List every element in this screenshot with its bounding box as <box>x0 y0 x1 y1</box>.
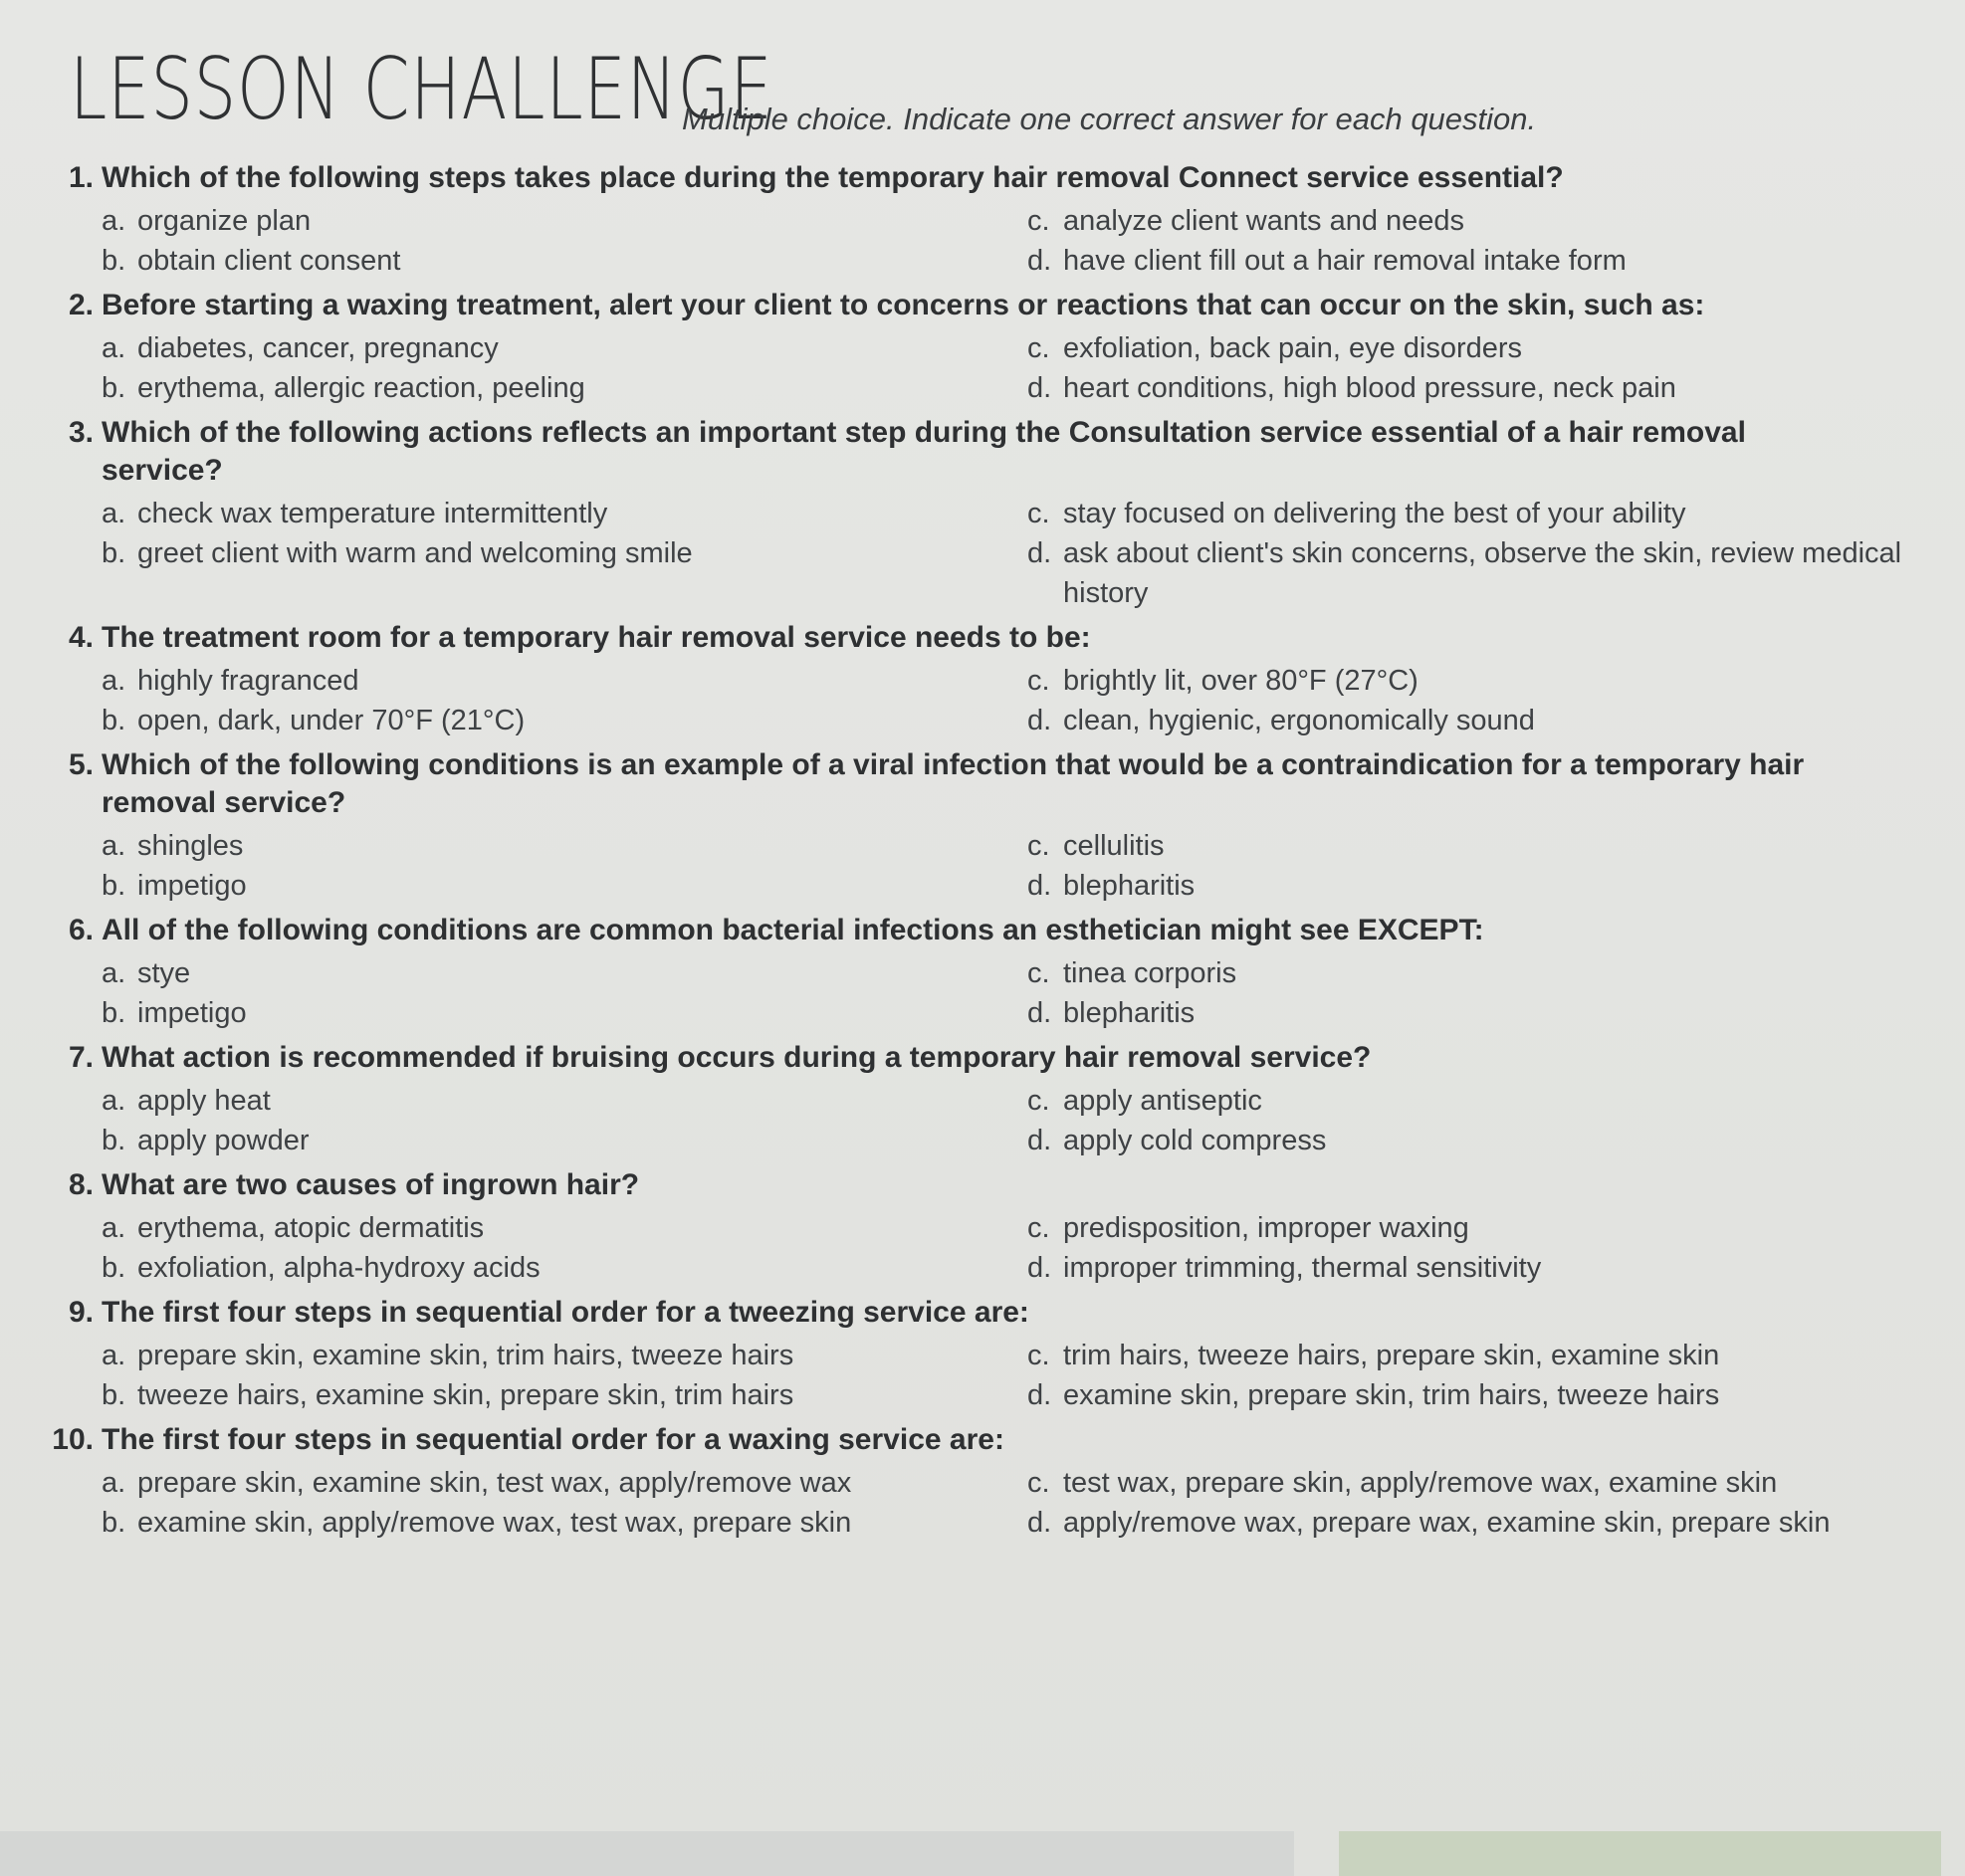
option-letter: d. <box>1027 537 1052 569</box>
option-text: exfoliation, alpha-hydroxy acids <box>137 1252 541 1284</box>
option-text: clean, hygienic, ergonomically sound <box>1063 705 1535 736</box>
option-letter: d. <box>1027 1507 1052 1539</box>
option-text: erythema, allergic reaction, peeling <box>137 372 585 404</box>
answer-option[interactable] <box>102 241 1027 281</box>
option-letter: c. <box>1027 957 1050 989</box>
question-text: The first four steps in sequential order for a tweezing service are: <box>102 1296 1029 1329</box>
answer-option[interactable] <box>102 1208 1027 1248</box>
option-letter: b. <box>102 372 126 404</box>
question-stem <box>30 1421 1921 1459</box>
option-text: have client fill out a hair removal intake form <box>1063 245 1627 277</box>
answer-option[interactable] <box>102 201 1027 241</box>
lesson-title: LESSON CHALLENGE <box>70 40 773 139</box>
answer-option[interactable] <box>102 1081 1027 1121</box>
question-list <box>30 159 1921 1549</box>
question-stem <box>30 746 1921 822</box>
option-text: brightly lit, over 80°F (27°C) <box>1063 665 1419 697</box>
option-letter: c. <box>1027 830 1050 862</box>
question-number: 3. <box>68 416 94 449</box>
option-letter: d. <box>1027 997 1052 1029</box>
answer-options <box>30 201 1921 281</box>
question-number: 5. <box>68 748 94 781</box>
question-3 <box>30 414 1921 613</box>
option-letter: d. <box>1027 372 1052 404</box>
option-text: blepharitis <box>1063 997 1196 1029</box>
answer-options <box>30 494 1921 613</box>
option-letter: b. <box>102 537 126 569</box>
question-5 <box>30 746 1921 906</box>
question-text: Which of the following conditions is an example of a viral infection that would be a contraindication for a temporary hair removal service? <box>102 748 1805 819</box>
question-text: Which of the following actions reflects an important step during the Consultation service essential of a hair removal service? <box>102 416 1746 487</box>
option-text: blepharitis <box>1063 870 1196 902</box>
option-text: stay focused on delivering the best of your ability <box>1063 498 1686 529</box>
answer-option[interactable] <box>1027 826 1965 866</box>
instructions-text: Multiple choice. Indicate one correct answer for each question. <box>682 102 1537 136</box>
option-text: examine skin, apply/remove wax, test wax, prepare skin <box>137 1507 852 1539</box>
question-stem <box>30 1294 1921 1332</box>
question-stem <box>30 159 1921 197</box>
question-8 <box>30 1166 1921 1288</box>
question-9 <box>30 1294 1921 1415</box>
option-text: test wax, prepare skin, apply/remove wax, examine skin <box>1063 1467 1778 1499</box>
answer-option[interactable] <box>102 1121 1027 1160</box>
question-stem <box>30 619 1921 657</box>
answer-option[interactable] <box>102 368 1027 408</box>
footer-accent-band <box>1339 1831 1941 1876</box>
option-letter: d. <box>1027 1379 1052 1411</box>
answer-option[interactable] <box>1027 1463 1965 1503</box>
answer-option[interactable] <box>1027 1248 1965 1288</box>
option-text: stye <box>137 957 191 989</box>
question-number: 4. <box>68 621 94 654</box>
answer-options <box>30 1463 1921 1543</box>
option-text: cellulitis <box>1063 830 1165 862</box>
option-letter: c. <box>1027 332 1050 364</box>
option-text: apply powder <box>137 1125 310 1156</box>
answer-option[interactable] <box>102 953 1027 993</box>
answer-option[interactable] <box>1027 494 1965 533</box>
option-letter: b. <box>102 1507 126 1539</box>
option-text: highly fragranced <box>137 665 359 697</box>
option-letter: d. <box>1027 870 1052 902</box>
option-text: predisposition, improper waxing <box>1063 1212 1469 1244</box>
answer-options <box>30 953 1921 1033</box>
question-stem <box>30 912 1921 949</box>
answer-option[interactable] <box>1027 328 1965 368</box>
answer-option[interactable] <box>1027 1503 1965 1543</box>
question-1 <box>30 159 1921 281</box>
option-text: apply cold compress <box>1063 1125 1327 1156</box>
option-letter: d. <box>1027 705 1052 736</box>
option-text: examine skin, prepare skin, trim hairs, tweeze hairs <box>1063 1379 1720 1411</box>
option-letter: d. <box>1027 1252 1052 1284</box>
option-letter: a. <box>102 498 126 529</box>
option-text: impetigo <box>137 997 247 1029</box>
lesson-header <box>70 40 1941 169</box>
question-number: 7. <box>68 1041 94 1074</box>
question-number: 9. <box>68 1296 94 1329</box>
answer-option[interactable] <box>1027 866 1965 906</box>
option-letter: a. <box>102 332 126 364</box>
answer-option[interactable] <box>102 826 1027 866</box>
option-letter: c. <box>1027 498 1050 529</box>
answer-option[interactable] <box>102 993 1027 1033</box>
question-4 <box>30 619 1921 740</box>
option-text: apply antiseptic <box>1063 1085 1262 1117</box>
question-text: All of the following conditions are common bacterial infections an esthetician might see EXCEPT: <box>102 914 1484 946</box>
option-letter: c. <box>1027 1340 1050 1371</box>
question-text: Which of the following steps takes place during the temporary hair removal Connect service essential? <box>102 161 1564 194</box>
option-letter: a. <box>102 205 126 237</box>
option-letter: a. <box>102 1085 126 1117</box>
option-text: erythema, atopic dermatitis <box>137 1212 485 1244</box>
question-text: The treatment room for a temporary hair removal service needs to be: <box>102 621 1091 654</box>
answer-option[interactable] <box>1027 1208 1965 1248</box>
question-number: 8. <box>68 1168 94 1201</box>
question-text: The first four steps in sequential order for a waxing service are: <box>102 1423 1004 1456</box>
option-letter: b. <box>102 1379 126 1411</box>
question-10 <box>30 1421 1921 1543</box>
question-stem <box>30 1166 1921 1204</box>
answer-option[interactable] <box>102 494 1027 533</box>
answer-option[interactable] <box>1027 1375 1965 1415</box>
option-text: impetigo <box>137 870 247 902</box>
option-text: apply heat <box>137 1085 271 1117</box>
answer-option[interactable] <box>102 661 1027 701</box>
option-text: check wax temperature intermittently <box>137 498 608 529</box>
question-7 <box>30 1039 1921 1160</box>
option-text: prepare skin, examine skin, trim hairs, tweeze hairs <box>137 1340 794 1371</box>
option-letter: c. <box>1027 1212 1050 1244</box>
answer-option[interactable] <box>102 533 1027 613</box>
option-letter: a. <box>102 1467 126 1499</box>
answer-option[interactable] <box>1027 368 1965 408</box>
option-text: tinea corporis <box>1063 957 1237 989</box>
question-2 <box>30 287 1921 408</box>
question-number: 10. <box>52 1423 94 1456</box>
option-text: ask about client's skin concerns, observe the skin, review medical history <box>1063 537 1902 609</box>
question-text: Before starting a waxing treatment, alert your client to concerns or reactions that can occur on the skin, such as: <box>102 289 1705 321</box>
option-letter: d. <box>1027 245 1052 277</box>
question-text: What are two causes of ingrown hair? <box>102 1168 640 1201</box>
option-text: heart conditions, high blood pressure, neck pain <box>1063 372 1676 404</box>
question-number: 6. <box>68 914 94 946</box>
answer-option[interactable] <box>1027 201 1965 241</box>
answer-option[interactable] <box>1027 953 1965 993</box>
option-letter: c. <box>1027 665 1050 697</box>
answer-options <box>30 328 1921 408</box>
option-letter: c. <box>1027 1085 1050 1117</box>
answer-option[interactable] <box>1027 993 1965 1033</box>
answer-options <box>30 1336 1921 1415</box>
answer-option[interactable] <box>102 1463 1027 1503</box>
answer-option[interactable] <box>102 1248 1027 1288</box>
option-text: open, dark, under 70°F (21°C) <box>137 705 526 736</box>
answer-option[interactable] <box>102 1375 1027 1415</box>
option-letter: a. <box>102 665 126 697</box>
option-text: obtain client consent <box>137 245 401 277</box>
option-text: exfoliation, back pain, eye disorders <box>1063 332 1523 364</box>
option-letter: a. <box>102 1212 126 1244</box>
option-letter: b. <box>102 705 126 736</box>
option-text: tweeze hairs, examine skin, prepare skin, trim hairs <box>137 1379 794 1411</box>
answer-option[interactable] <box>1027 241 1965 281</box>
question-6 <box>30 912 1921 1033</box>
option-letter: b. <box>102 997 126 1029</box>
option-letter: a. <box>102 1340 126 1371</box>
answer-option[interactable] <box>1027 701 1965 740</box>
option-text: greet client with warm and welcoming smile <box>137 537 693 569</box>
answer-option[interactable] <box>102 866 1027 906</box>
question-stem <box>30 414 1921 490</box>
answer-option[interactable] <box>1027 1336 1965 1375</box>
question-number: 1. <box>68 161 94 194</box>
answer-option[interactable] <box>1027 533 1965 613</box>
answer-option[interactable] <box>102 1336 1027 1375</box>
answer-option[interactable] <box>1027 1121 1965 1160</box>
option-text: improper trimming, thermal sensitivity <box>1063 1252 1542 1284</box>
answer-options <box>30 661 1921 740</box>
option-text: apply/remove wax, prepare wax, examine skin, prepare skin <box>1063 1507 1831 1539</box>
question-text: What action is recommended if bruising occurs during a temporary hair removal service? <box>102 1041 1372 1074</box>
option-text: trim hairs, tweeze hairs, prepare skin, examine skin <box>1063 1340 1720 1371</box>
question-number: 2. <box>68 289 94 321</box>
option-letter: d. <box>1027 1125 1052 1156</box>
question-stem <box>30 287 1921 324</box>
answer-option[interactable] <box>102 1503 1027 1543</box>
answer-option[interactable] <box>1027 661 1965 701</box>
option-text: organize plan <box>137 205 312 237</box>
option-text: analyze client wants and needs <box>1063 205 1465 237</box>
option-letter: b. <box>102 1252 126 1284</box>
option-letter: b. <box>102 870 126 902</box>
answer-options <box>30 1208 1921 1288</box>
footer-band <box>0 1831 1294 1876</box>
answer-options <box>30 826 1921 906</box>
answer-option[interactable] <box>102 328 1027 368</box>
option-letter: a. <box>102 957 126 989</box>
answer-option[interactable] <box>1027 1081 1965 1121</box>
option-letter: c. <box>1027 1467 1050 1499</box>
option-letter: b. <box>102 245 126 277</box>
option-letter: a. <box>102 830 126 862</box>
answer-option[interactable] <box>102 701 1027 740</box>
option-text: diabetes, cancer, pregnancy <box>137 332 499 364</box>
answer-options <box>30 1081 1921 1160</box>
option-letter: c. <box>1027 205 1050 237</box>
option-letter: b. <box>102 1125 126 1156</box>
option-text: shingles <box>137 830 244 862</box>
question-stem <box>30 1039 1921 1077</box>
option-text: prepare skin, examine skin, test wax, apply/remove wax <box>137 1467 852 1499</box>
